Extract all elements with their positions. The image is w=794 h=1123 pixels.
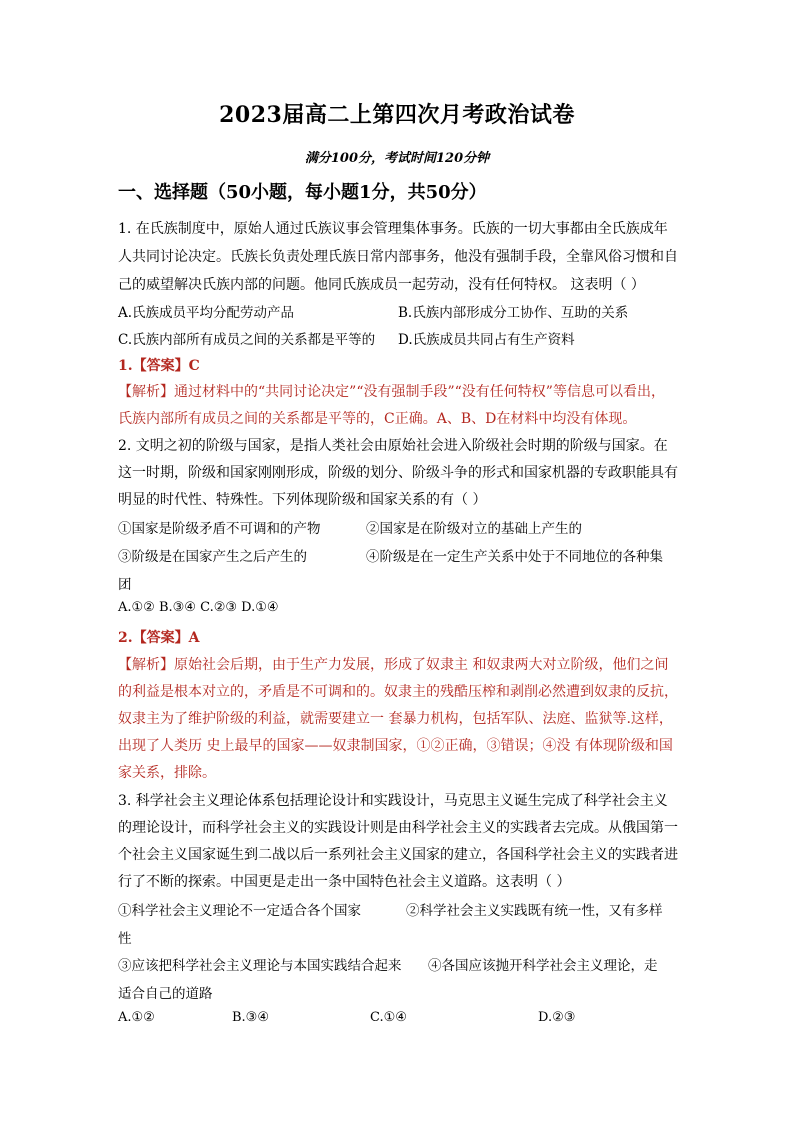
q3-statement-2-cont: 性 [118, 931, 132, 947]
q2-text-line: 明显的时代性、特殊性。下列体现阶级和国家关系的有（ ） [118, 492, 487, 508]
q3-text-line: 个社会主义国家诞生到二战以后一系列社会主义国家的建立，各国科学社会主义的实践者进 [118, 847, 678, 863]
q3-statement-4: ④各国应该抛开科学社会主义理论，走 [428, 958, 658, 974]
q3-choice-d: D.②③ [538, 1010, 576, 1025]
q2-statement-4-cont: 团 [118, 577, 132, 593]
q1-analysis-line: 氏族内部所有成员之间的关系都是平等的，C正确。A、B、D在材料中均没有体现。 [118, 411, 637, 427]
q3-statement-4-cont: 适合自己的道路 [118, 986, 213, 1002]
q2-statement-2: ②国家是在阶级对立的基础上产生的 [366, 521, 582, 537]
q2-analysis-line: 【解析】原始社会后期，由于生产力发展，形成了奴隶主 和奴隶两大对立阶级，他们之间 [118, 657, 669, 673]
q2-choices: A.①② B.③④ C.②③ D.①④ [118, 600, 279, 615]
q3-text-line: 行了不断的探索。中国更是走出一条中国特色社会主义道路。这表明（ ） [118, 874, 571, 890]
q2-analysis-line: 出现了人类历 史上最早的国家——奴隶制国家，①②正确，③错误；④没 有体现阶级和国 [118, 738, 673, 754]
section-heading: 一、选择题（50小题，每小题1分，共50分） [118, 182, 487, 203]
q2-text-line: 2. 文明之初的阶级与国家，是指人类社会由原始社会进入阶级社会时期的阶级与国家。在 [118, 438, 668, 454]
q3-text-line: 的理论设计，而科学社会主义的实践设计则是由科学社会主义的实践者去完成。从俄国第一 [118, 820, 678, 836]
q3-choice-b: B.③④ [232, 1010, 269, 1025]
q2-analysis-line: 家关系，排除。 [118, 765, 216, 781]
q2-text-line: 这一时期，阶级和国家刚刚形成，阶级的划分、阶级斗争的形式和国家机器的专政职能具有 [118, 465, 678, 481]
q2-analysis-line: 的利益是根本对立的，矛盾是不可调和的。奴隶主的残酷压榨和剥削必然遭到奴隶的反抗， [118, 684, 678, 700]
q3-statement-3: ③应该把科学社会主义理论与本国实践结合起来 [118, 958, 402, 974]
page-title: 2023届高二上第四次月考政治试卷 [219, 102, 575, 128]
q1-option-c: C.氏族内部所有成员之间的关系都是平等的 [118, 332, 376, 348]
q1-answer: 1.【答案】C [118, 358, 200, 374]
q3-statement-1: ①科学社会主义理论不一定适合各个国家 [118, 903, 361, 919]
q1-analysis-line: 【解析】通过材料中的“共同讨论决定”“没有强制手段”“没有任何特权”等信息可以看出， [118, 384, 665, 400]
q2-statement-4: ④阶级是在一定生产关系中处于不同地位的各种集 [366, 549, 663, 565]
q1-option-b: B.氏族内部形成分工协作、互助的关系 [398, 305, 629, 321]
q1-text-line: 1. 在氏族制度中，原始人通过氏族议事会管理集体事务。氏族的一切大事都由全氏族成年 [118, 221, 668, 237]
q2-answer: 2.【答案】A [118, 630, 200, 646]
q3-choice-c: C.①④ [370, 1010, 407, 1025]
q3-text-line: 3. 科学社会主义理论体系包括理论设计和实践设计，马克思主义诞生完成了科学社会主义 [118, 793, 668, 809]
q2-analysis-line: 奴隶主为了维护阶级的利益，就需要建立一 套暴力机构，包括军队、法庭、监狱等.这样， [118, 711, 673, 727]
q1-text-line: 己的威望解决氏族内部的问题。他同氏族成员一起劳动，没有任何特权。 这表明（ ） [118, 277, 645, 293]
q1-option-a: A.氏族成员平均分配劳动产品 [118, 305, 295, 321]
exam-subtitle: 满分100分，考试时间120分钟 [304, 151, 490, 166]
q2-statement-3: ③阶级是在国家产生之后产生的 [118, 549, 307, 565]
q3-statement-2: ②科学社会主义实践既有统一性，又有多样 [406, 903, 663, 919]
q1-option-d: D.氏族成员共同占有生产资料 [398, 332, 575, 348]
q3-choice-a: A.①② [118, 1010, 155, 1025]
q2-statement-1: ①国家是阶级矛盾不可调和的产物 [118, 521, 321, 537]
q1-text-line: 人共同讨论决定。氏族长负责处理氏族日常内部事务，他没有强制手段，全靠风俗习惯和自 [118, 249, 678, 265]
